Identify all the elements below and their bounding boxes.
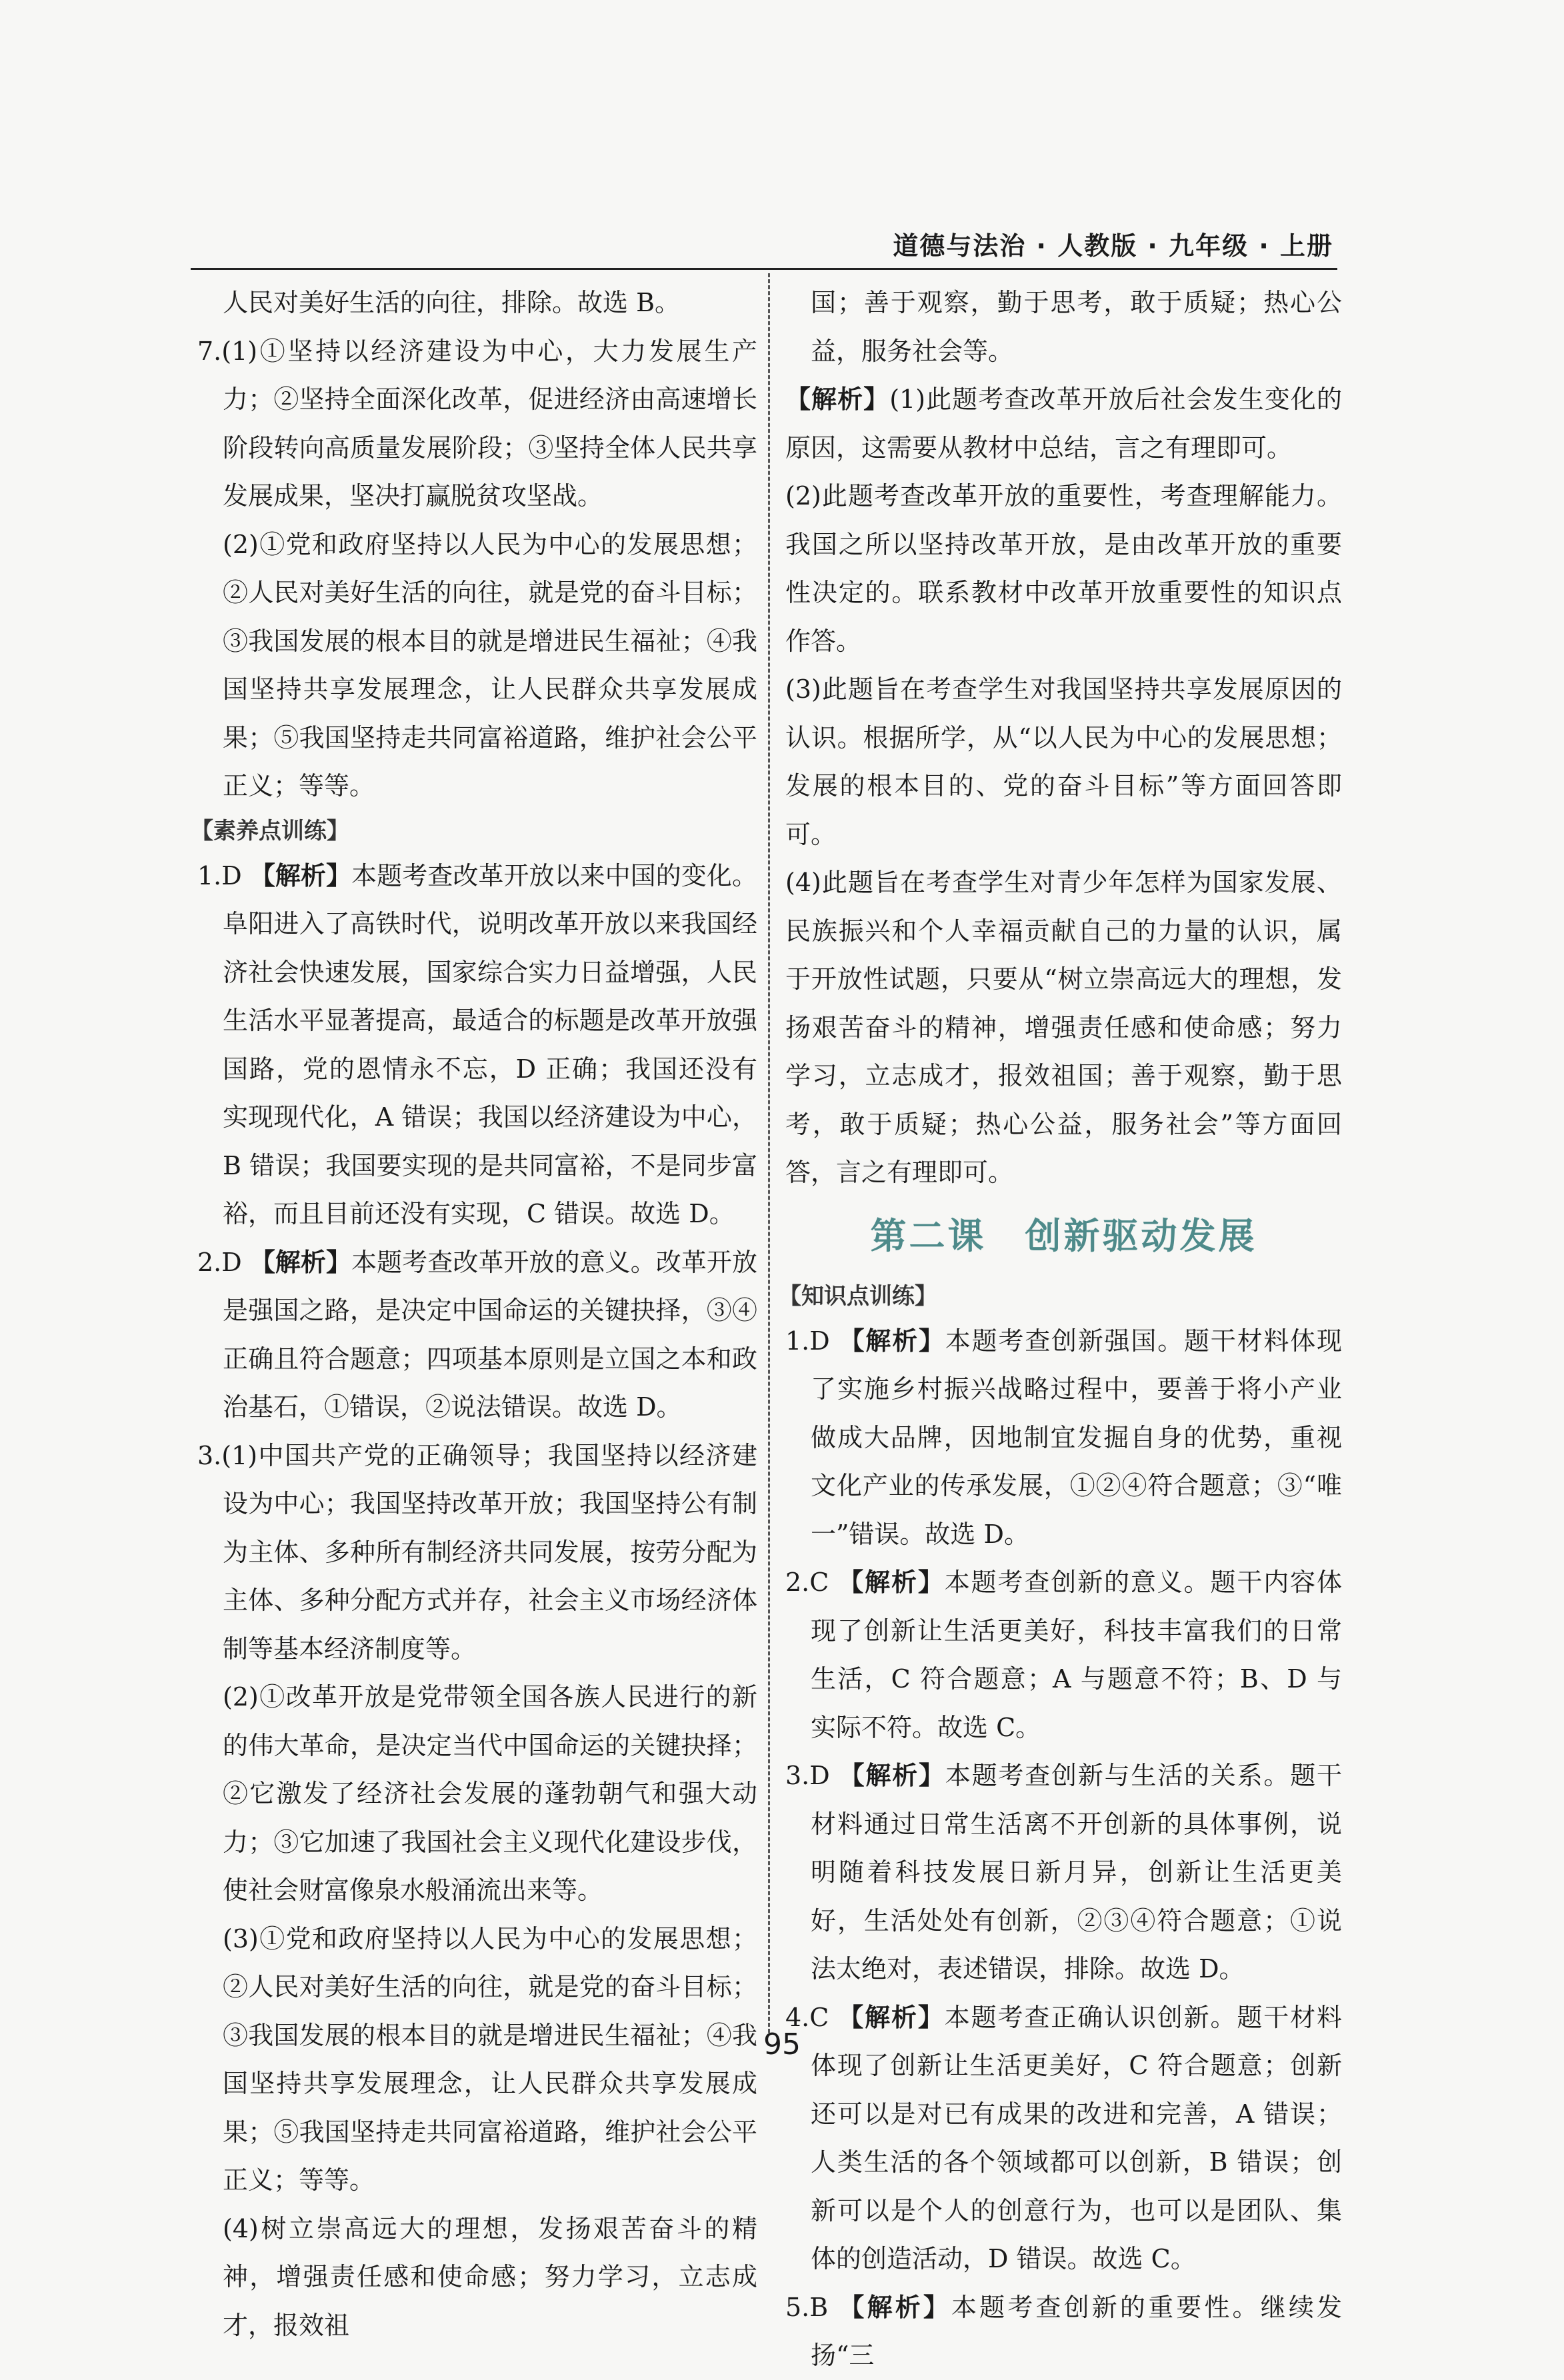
continued-text: 人民对美好生活的向往，排除。故选 B。 <box>223 288 681 317</box>
answer-3-3: (3)①党和政府坚持以人民为中心的发展思想；②人民对美好生活的向往，就是党的奋斗目标；③我国发展的根本目的就是增进民生福祉；④我国坚持共享发展理念，让人民群众共享发展成果；⑤我国坚持走共同富裕道路，维护社会公平正义；等等。 <box>223 1923 757 2195</box>
analysis-tag: 【解析】 <box>785 385 890 414</box>
answer-body: 本题考查创新与生活的关系。题干材料通过日常生活离不开创新的具体事例，说明随着科技发展日新月异，创新让生活更美好，生活处处有创新，②③④符合题意；①说法太绝对，表述错误，排除。故选 D。 <box>811 1761 1342 1983</box>
answer-3-1: 3.(1)中国共产党的正确领导；我国坚持以经济建设为中心；我国坚持改革开放；我国坚持公有制为主体、多种所有制经济共同发展，按劳分配为主体、多种分配方式并存，社会主义市场经济体制等基本经济制度等。 <box>197 1440 757 1664</box>
column-divider <box>768 273 770 2033</box>
answer-7-1: 7.(1)①坚持以经济建设为中心，大力发展生产力；②坚持全面深化改革，促进经济由高速增长阶段转向高质量发展阶段；③坚持全体人民共享发展成果，坚决打赢脱贫攻坚战。 <box>197 336 757 511</box>
analysis-body: (1)此题考查改革开放后社会发生变化的原因，这需要从教材中总结，言之有理即可。 <box>785 385 1342 463</box>
answer-1 <box>197 852 757 1238</box>
analysis-tag: 【解析】 <box>838 1568 945 1597</box>
answer-number: 2.C <box>785 1568 829 1597</box>
lesson-title: 第二课 创新驱动发展 <box>870 1214 1257 1257</box>
answer-body: 本题考查创新强国。题干材料体现了实施乡村振兴战略过程中，要善于将小产业做成大品牌，因地制宜发掘自身的优势，重视文化产业的传承发展，①②④符合题意；③“唯一”错误。故选 D。 <box>811 1326 1342 1549</box>
header-rule <box>191 268 1337 270</box>
answer-body: 本题考查正确认识创新。题干材料体现了创新让生活更美好，C 符合题意；创新还可以是对已有成果的改进和完善，A 错误；人类生活的各个领域都可以创新，B 错误；创新可以是个人的创意行为，也可以是团队、集体的创造活动，D 错误。故选 C。 <box>811 2002 1342 2273</box>
answer-4 <box>785 1993 1342 2283</box>
answer-body: 本题考查创新的意义。题干内容体现了创新让生活更美好，科技丰富我们的日常生活，C 符合题意；A 与题意不符；B、D 与实际不符。故选 C。 <box>811 1568 1342 1742</box>
analysis-tag: 【解析】 <box>839 1761 945 1790</box>
answer-number: 2.D <box>197 1247 242 1277</box>
answer-body: 本题考查改革开放以来中国的变化。阜阳进入了高铁时代，说明改革开放以来我国经济社会快速发展，国家综合实力日益增强，人民生活水平显著提高，最适合的标题是改革开放强国路，党的恩情永不忘，D 正确；我国还没有实现现代化，A 错误；我国以经济建设为中心，B 错误；我国要实现的是共同富裕，不是同步富裕，而且目前还没有实现，C 错误。故选 D。 <box>223 860 757 1228</box>
analysis-tag: 【解析】 <box>249 1247 352 1277</box>
analysis-3: (3)此题旨在考查学生对我国坚持共享发展原因的认识。根据所学，从“以人民为中心的发展思想；发展的根本目的、党的奋斗目标”等方面回答即可。 <box>785 674 1342 849</box>
answer-number: 3.D <box>785 1761 830 1790</box>
answer-2 <box>785 1558 1342 1752</box>
page-number: 95 <box>763 2027 801 2061</box>
answer-number: 1.D <box>785 1326 830 1356</box>
answer-7-2: (2)①党和政府坚持以人民为中心的发展思想；②人民对美好生活的向往，就是党的奋斗目标；③我国发展的根本目的就是增进民生福祉；④我国坚持共享发展理念，让人民群众共享发展成果；⑤我国坚持走共同富裕道路，维护社会公平正义；等等。 <box>223 529 757 800</box>
running-header: 道德与法治 · 人教版 · 九年级 · 上册 <box>893 231 1333 261</box>
answer-number: 1.D <box>197 860 242 890</box>
analysis-tag: 【解析】 <box>839 1326 945 1356</box>
analysis-tag: 【解析】 <box>839 2292 952 2322</box>
left-column <box>191 279 757 2349</box>
answer-3-2: (2)①改革开放是党带领全国各族人民进行的新的伟大革命，是决定当代中国命运的关键抉择；②它激发了经济社会发展的蓬勃朝气和强大动力；③它加速了我国社会主义现代化建设步伐，使社会财富像泉水般涌流出来等。 <box>223 1682 757 1905</box>
answer-body: 本题考查改革开放的意义。改革开放是强国之路，是决定中国命运的关键抉择，③④正确且符合题意；四项基本原则是立国之本和政治基石，①错误，②说法错误。故选 D。 <box>223 1247 757 1422</box>
analysis-tag: 【解析】 <box>249 860 352 890</box>
analysis-1 <box>785 375 1342 472</box>
analysis-tag: 【解析】 <box>838 2002 945 2032</box>
answer-2 <box>197 1238 757 1432</box>
answer-number: 5.B <box>785 2292 829 2322</box>
analysis-4: (4)此题旨在考查学生对青少年怎样为国家发展、民族振兴和个人幸福贡献自己的力量的认识，属于开放性试题，只要从“树立崇高远大的理想，发扬艰苦奋斗的精神，增强责任感和使命感；努力学习，立志成才，报效祖国；善于观察，勤于思考，敢于质疑；热心公益，服务社会”等方面回答，言之有理即可。 <box>785 868 1342 1187</box>
section-heading-literacy: 【素养点训练】 <box>191 817 349 844</box>
answer-1 <box>785 1317 1342 1559</box>
answer-number: 4.C <box>785 2002 829 2032</box>
analysis-2: (2)此题考查改革开放的重要性，考查理解能力。我国之所以坚持改革开放，是由改革开放的重要性决定的。联系教材中改革开放重要性的知识点作答。 <box>785 481 1342 656</box>
section-heading-knowledge: 【知识点训练】 <box>779 1282 937 1310</box>
answer-5 <box>785 2283 1342 2380</box>
answer-body: 本题考查创新的重要性。继续发扬“三 <box>811 2292 1342 2370</box>
answer-3-4: (4)树立崇高远大的理想，发扬艰苦奋斗的精神，增强责任感和使命感；努力学习，立志成才，报效祖 <box>223 2213 757 2340</box>
answer-3 <box>785 1752 1342 1993</box>
continued-text: 国；善于观察，勤于思考，敢于质疑；热心公益，服务社会等。 <box>811 288 1342 366</box>
